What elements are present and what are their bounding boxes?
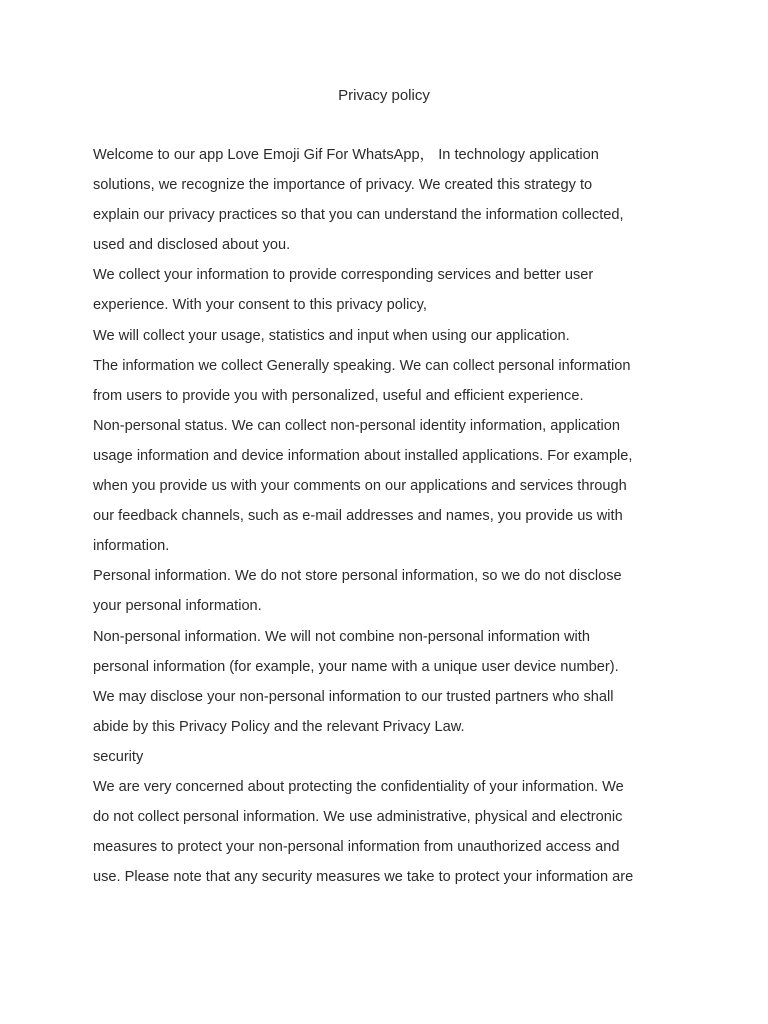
- section-heading-security: security: [93, 748, 144, 765]
- body-line-22: We are very concerned about protecting the confidentiality of your information. We: [93, 778, 624, 795]
- body-line-11: usage information and device information about installed applications. For example,: [93, 447, 633, 464]
- body-line-4: used and disclosed about you.: [93, 237, 291, 254]
- body-line-20: abide by this Privacy Policy and the relevant Privacy Law.: [93, 718, 465, 735]
- body-line-12: when you provide us with your comments on our applications and services through: [93, 478, 627, 495]
- body-line-23: do not collect personal information. We use administrative, physical and electronic: [93, 809, 623, 826]
- body-line-10: Non-personal status. We can collect non-personal identity information, application: [93, 417, 621, 434]
- page-title: Privacy policy: [338, 87, 430, 104]
- body-line-15: Personal information. We do not store personal information, so we do not disclose: [93, 568, 622, 585]
- body-line-1: Welcome to our app Love Emoji Gif For WhatsApp， In technology application: [93, 147, 599, 163]
- body-line-2: solutions, we recognize the importance of privacy. We created this strategy to: [93, 177, 593, 194]
- body-line-24: measures to protect your non-personal information from unauthorized access and: [93, 839, 620, 856]
- body-line-19: We may disclose your non-personal information to our trusted partners who shall: [93, 688, 614, 705]
- body-line-16: your personal information.: [93, 598, 262, 615]
- body-line-6: experience. With your consent to this privacy policy,: [93, 297, 427, 314]
- body-line-25: use. Please note that any security measures we take to protect your information are: [93, 869, 634, 886]
- body-line-18: personal information (for example, your name with a unique user device number).: [93, 658, 619, 675]
- body-line-3: explain our privacy practices so that you can understand the information collected,: [93, 207, 624, 224]
- body-line-5: We collect your information to provide corresponding services and better user: [93, 267, 594, 284]
- body-line-17: Non-personal information. We will not combine non-personal information with: [93, 628, 590, 645]
- document-body: [93, 140, 669, 892]
- body-line-8: The information we collect Generally speaking. We can collect personal information: [93, 357, 631, 374]
- body-line-9: from users to provide you with personalized, useful and efficient experience.: [93, 387, 584, 404]
- body-line-14: information.: [93, 538, 170, 555]
- body-line-13: our feedback channels, such as e-mail addresses and names, you provide us with: [93, 508, 623, 525]
- body-line-7: We will collect your usage, statistics and input when using our application.: [93, 327, 570, 344]
